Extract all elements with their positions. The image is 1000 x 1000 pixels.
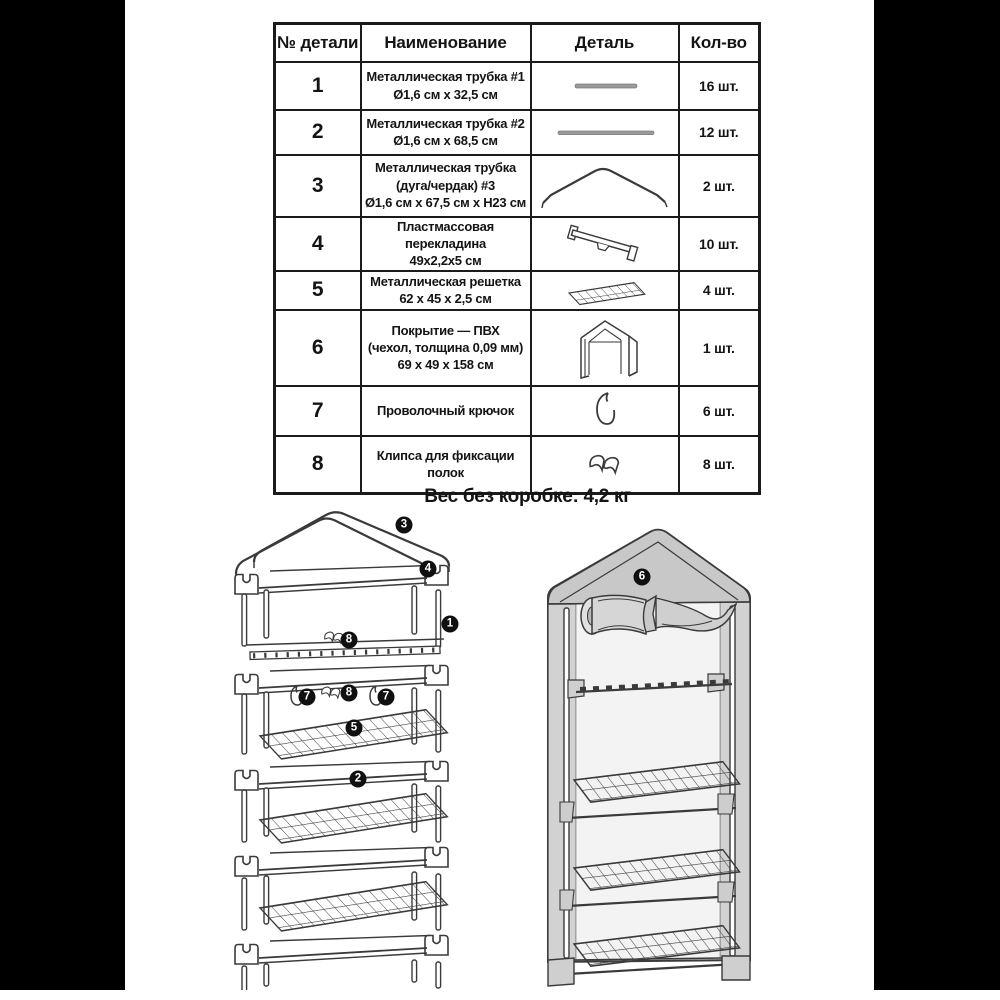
- callout-1: 1: [442, 616, 459, 633]
- callout-7: 7: [299, 689, 316, 706]
- metal-tube-short-icon: [533, 64, 677, 108]
- roof-arc-tube-icon: [533, 157, 677, 215]
- header-qty: Кол-во: [679, 24, 760, 62]
- part-number: 2: [275, 110, 361, 155]
- header-part-no: № детали: [275, 24, 361, 62]
- callout-5: 5: [346, 720, 363, 737]
- part-qty: 6 шт.: [679, 386, 760, 436]
- callout-7: 7: [378, 689, 395, 706]
- part-qty: 1 шт.: [679, 310, 760, 386]
- header-name: Наименование: [361, 24, 531, 62]
- table-row: [275, 62, 760, 110]
- part-number: 6: [275, 310, 361, 386]
- part-name: Клипса для фиксации полок: [361, 436, 531, 494]
- part-name: Металлическая трубка #1 Ø1,6 см x 32,5 см: [361, 62, 531, 110]
- metal-tube-long-icon: [533, 112, 677, 153]
- callout-4: 4: [420, 561, 437, 578]
- part-qty: 12 шт.: [679, 110, 760, 155]
- part-qty: 16 шт.: [679, 62, 760, 110]
- part-name: Пластмассовая перекладина 49x2,2x5 см: [361, 217, 531, 271]
- pvc-cover-icon: [533, 312, 677, 384]
- table-row: [275, 271, 760, 310]
- parts-table: [273, 22, 761, 495]
- wire-hook-icon: [533, 388, 677, 434]
- table-row: [275, 110, 760, 155]
- callout-8: 8: [341, 685, 358, 702]
- callout-6: 6: [634, 569, 651, 586]
- plastic-crossbar-icon: [533, 221, 677, 267]
- part-number: 7: [275, 386, 361, 436]
- table-row: [275, 155, 760, 217]
- part-number: 8: [275, 436, 361, 494]
- table-row: [275, 386, 760, 436]
- part-name: Металлическая трубка (дуга/чердак) #3 Ø1,6 см x 67,5 см x H23 см: [361, 155, 531, 217]
- bottom-white-strip: [0, 990, 1000, 1000]
- shelf-clip-icon: [533, 437, 677, 491]
- table-row: [275, 217, 760, 271]
- exploded-frame-diagram: [218, 506, 482, 998]
- part-qty: 10 шт.: [679, 217, 760, 271]
- part-name: Покрытие — ПВХ (чехол, толщина 0,09 мм) 69 x 49 x 158 см: [361, 310, 531, 386]
- callout-2: 2: [350, 771, 367, 788]
- callout-3: 3: [396, 517, 413, 534]
- exploded-frame-art: [218, 506, 482, 998]
- callout-8: 8: [341, 632, 358, 649]
- table-row: [275, 310, 760, 386]
- document-page: [125, 0, 874, 990]
- part-name: Проволочный крючок: [361, 386, 531, 436]
- part-qty: 2 шт.: [679, 155, 760, 217]
- part-number: 4: [275, 217, 361, 271]
- part-qty: 4 шт.: [679, 271, 760, 310]
- part-name: Металлическая трубка #2 Ø1,6 см x 68,5 см: [361, 110, 531, 155]
- part-number: 3: [275, 155, 361, 217]
- part-number: 1: [275, 62, 361, 110]
- assembled-greenhouse-art: [540, 512, 806, 996]
- part-number: 5: [275, 271, 361, 310]
- header-detail: Деталь: [531, 24, 679, 62]
- metal-mesh-shelf-icon: [533, 273, 677, 308]
- weight-note: Вес без коробке: 4,2 кг: [424, 486, 631, 507]
- table-header-row: [275, 24, 760, 62]
- part-qty: 8 шт.: [679, 436, 760, 494]
- part-name: Металлическая решетка 62 x 45 x 2,5 см: [361, 271, 531, 310]
- assembled-greenhouse-diagram: [540, 512, 806, 996]
